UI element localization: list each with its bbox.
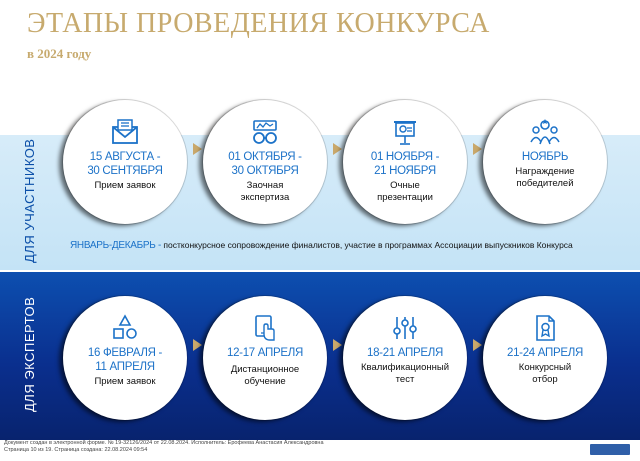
arrow-right-icon xyxy=(193,339,202,351)
page-subtitle: в 2024 году xyxy=(27,46,92,61)
document-footer xyxy=(4,440,324,453)
stage-date: 01 ОКТЯБРЯ - 30 ОКТЯБРЯ xyxy=(228,151,302,177)
stage-description: Прием заявок xyxy=(94,376,156,387)
stage-description: Очные презентации xyxy=(377,180,433,203)
award-people-icon xyxy=(530,118,560,146)
sliders-icon xyxy=(390,314,420,342)
expert-stage-2 xyxy=(203,296,327,420)
page-title: ЭТАПЫ ПРОВЕДЕНИЯ КОНКУРСА xyxy=(27,8,490,39)
arrow-right-icon xyxy=(333,143,342,155)
experts-side-label: ДЛЯ ЭКСПЕРТОВ xyxy=(22,296,37,412)
tablet-touch-icon xyxy=(250,314,280,342)
post-competition-note xyxy=(70,240,630,251)
glasses-icon xyxy=(250,118,280,146)
participant-stage-1 xyxy=(63,100,187,224)
stage-description: Дистанционное обучение xyxy=(230,364,300,387)
footer-line-2: Страница 10 из 19. Страница создана: 22.08.2024 09:54 xyxy=(4,446,148,453)
certificate-icon xyxy=(530,314,560,342)
shapes-icon xyxy=(110,314,140,342)
stage-description: Награждение победителей xyxy=(515,166,575,189)
note-text: постконкурсное сопровождение финалистов, участие в программах Ассоциации выпускников Конкурса xyxy=(161,240,573,250)
participant-stage-4 xyxy=(483,100,607,224)
expert-stage-3 xyxy=(343,296,467,420)
stage-description: Прием заявок xyxy=(94,180,156,191)
arrow-right-icon xyxy=(473,339,482,351)
footer-line-1: Документ создан в электронной форме. № 19-32126/2024 от 22.08.2024. Исполнитель: Ерофеева Анастасия Александровна xyxy=(4,440,324,446)
stage-description: Квалификационный тест xyxy=(360,362,450,385)
participant-stage-2 xyxy=(203,100,327,224)
stage-date: 21-24 АПРЕЛЯ xyxy=(506,347,583,359)
stage-description: Заочная экспертиза xyxy=(240,180,290,203)
arrow-right-icon xyxy=(473,143,482,155)
expert-stage-4 xyxy=(483,296,607,420)
participant-stage-3 xyxy=(343,100,467,224)
stage-date: 15 АВГУСТА - 30 СЕНТЯБРЯ xyxy=(87,151,163,177)
stage-date: 16 ФЕВРАЛЯ - 11 АПРЕЛЯ xyxy=(87,347,163,373)
note-period: ЯНВАРЬ-ДЕКАБРЬ - xyxy=(70,240,162,251)
stage-description: Конкурсный отбор xyxy=(518,362,572,385)
presentation-icon xyxy=(390,118,420,146)
envelope-icon xyxy=(110,118,140,146)
arrow-right-icon xyxy=(333,339,342,351)
participants-side-label: ДЛЯ УЧАСТНИКОВ xyxy=(22,138,37,263)
stage-date: 12-17 АПРЕЛЯ xyxy=(226,347,303,359)
arrow-right-icon xyxy=(193,143,202,155)
stage-date: 18-21 АПРЕЛЯ xyxy=(366,347,443,359)
document-stamp-icon xyxy=(590,444,630,455)
stage-date: НОЯБРЬ xyxy=(521,151,569,163)
expert-stage-1 xyxy=(63,296,187,420)
stage-date: 01 НОЯБРЯ - 21 НОЯБРЯ xyxy=(370,151,440,177)
